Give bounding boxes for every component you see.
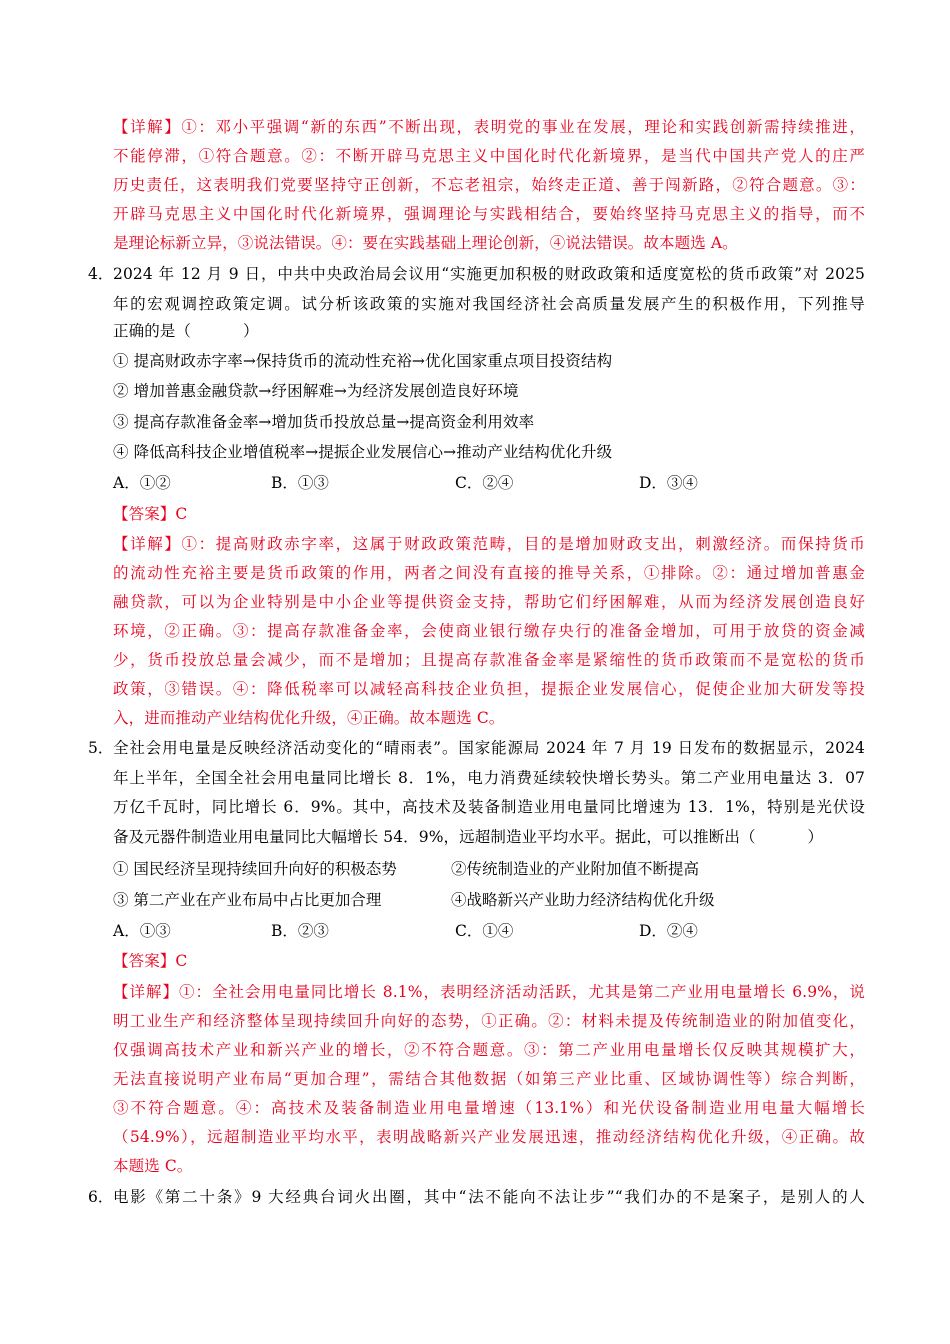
q5-item: ③ 第二产业在产业布局中占比更加合理 (113, 891, 382, 909)
q5-item: ②传统制造业的产业附加值不断提高 (451, 860, 700, 878)
q4-stem-line-last (113, 321, 865, 341)
q5-explanation-line: 【详解】①：全社会用电量同比增长 8.1%，表明经济活动活跃，尤其是第二产业用电量增长 6.9%，说 (113, 983, 865, 1001)
option-a: A．①② (113, 474, 171, 492)
q4-stem-line: 年的宏观调控政策定调。试分析该政策的实施对我国经济社会高质量发展产生的积极作用，下列推导 (113, 295, 865, 313)
q4-item: ① 提高财政赤字率→保持货币的流动性充裕→优化国家重点项目投资结构 (113, 352, 613, 370)
q6-stem-line: 电影《第二十条》9 大经典台词火出圈，其中“法不能向不法让步”“我们办的不是案子，是别人的人 (113, 1188, 865, 1206)
q5-stem-line: 年上半年，全国全社会用电量同比增长 8．1%，电力消费延续较快增长势头。第二产业用电量达 3．07 (113, 769, 865, 787)
q5-stem-line-last (113, 827, 865, 847)
q4-item: ③ 提高存款准备金率→增加货币投放总量→提高资金利用效率 (113, 413, 535, 431)
question-number: 4． (88, 265, 114, 283)
q4-item: ④ 降低高科技企业增值税率→提振企业发展信心→推动产业结构优化升级 (113, 443, 613, 461)
q4-stem-text: 正确的是（ (113, 322, 192, 340)
q3-explanation-line: 历史责任，这表明我们党要坚持守正创新，不忘老祖宗，始终走正道、善于闯新路，②符合题意。③： (113, 176, 865, 194)
q4-stem-close: ） (243, 322, 259, 340)
q4-explanation-line: 融贷款，可以为企业特别是中小企业等提供资金支持，帮助它们纾困解难，从而为经济发展创造良好 (113, 593, 865, 611)
q4-explanation-line: 【详解】①：提高财政赤字率，这属于财政政策范畴，目的是增加财政支出，刺激经济。而保持货币 (113, 535, 865, 553)
q5-explanation-line: 本题选 C。 (113, 1157, 193, 1175)
q4-stem-line: 2024 年 12 月 9 日，中共中央政治局会议用“实施更加积极的财政政策和适度宽松的货币政策”对 2025 (113, 265, 865, 283)
q3-explanation-line: 开辟马克思主义中国化时代化新境界，强调理论与实践相结合，要始终坚持马克思主义的指导，而不 (113, 205, 865, 223)
q3-explanation-line: 是理论标新立异，③说法错误。④：要在实践基础上理论创新，④说法错误。故本题选 A。 (113, 234, 738, 252)
option-b: B．②③ (271, 922, 329, 940)
q4-explanation-line: 环境，②正确。③：提高存款准备金率，会使商业银行缴存央行的准备金增加，可用于放贷的资金减 (113, 622, 865, 640)
q5-explanation-line: ③不符合题意。④：高技术及装备制造业用电量增速（13.1%）和光伏设备制造业用电量大幅增长 (113, 1099, 865, 1117)
q4-explanation-line: 的流动性充裕主要是货币政策的作用，两者之间没有直接的推导关系，①排除。②：通过增加普惠金 (113, 564, 865, 582)
q5-stem-line: 万亿千瓦时，同比增长 6．9%。其中，高技术及装备制造业用电量同比增速为 13．1%，特别是光伏设 (113, 798, 865, 816)
q5-item: ① 国民经济呈现持续回升向好的积极态势 (113, 860, 397, 878)
q3-explanation-line: 不能停滞，①符合题意。②：不断开辟马克思主义中国化时代化新境界，是当代中国共产党人的庄严 (113, 147, 865, 165)
q5-explanation-line: 无法直接说明产业布局“更加合理”，需结合其他数据（如第三产业比重、区域协调性等）综合判断， (113, 1070, 865, 1088)
q5-item: ④战略新兴产业助力经济结构优化升级 (451, 891, 715, 909)
q5-explanation-line: 明工业生产和经济整体呈现持续回升向好的态势，①正确。②：材料未提及传统制造业的附加值变化， (113, 1012, 865, 1030)
q4-answer: 【答案】C (113, 505, 188, 523)
option-b: B．①③ (271, 474, 329, 492)
q5-stem-line: 全社会用电量是反映经济活动变化的“晴雨表”。国家能源局 2024 年 7 月 19 日发布的数据显示，2024 (113, 739, 865, 757)
question-number: 5． (88, 739, 114, 757)
q5-answer: 【答案】C (113, 952, 188, 970)
q5-explanation-line: （54.9%），远超制造业平均水平，表明战略新兴产业发展迅速，推动经济结构优化升级，④正确。故 (113, 1128, 865, 1146)
q3-explanation-line: 【详解】①：邓小平强调“新的东西”不断出现，表明党的事业在发展，理论和实践创新需持续推进， (113, 118, 865, 136)
q5-stem-text: 备及元器件制造业用电量同比大幅增长 54．9%，远超制造业平均水平。据此，可以推断出（ (113, 828, 756, 846)
q4-explanation-line: 少，货币投放总量会减少，而不是增加；且提高存款准备金率是紧缩性的货币政策而不是宽松的货币 (113, 651, 865, 669)
q4-item: ② 增加普惠金融贷款→纾困解难→为经济发展创造良好环境 (113, 382, 519, 400)
option-c: C．①④ (455, 922, 514, 940)
q4-explanation-line: 入，进而推动产业结构优化升级，④正确。故本题选 C。 (113, 709, 505, 727)
option-d: D．③④ (639, 474, 698, 492)
question-number: 6． (88, 1188, 114, 1206)
q4-explanation-line: 政策，③错误。④：降低税率可以减轻高科技企业负担，提振企业发展信心，促使企业加大研发等投 (113, 680, 865, 698)
q5-explanation-line: 仅强调高技术产业和新兴产业的增长，②不符合题意。③：第二产业用电量增长仅反映其规模扩大， (113, 1041, 865, 1059)
q5-stem-close: ） (807, 828, 824, 846)
option-a: A．①③ (113, 922, 171, 940)
option-c: C．②④ (455, 474, 514, 492)
option-d: D．②④ (639, 922, 698, 940)
